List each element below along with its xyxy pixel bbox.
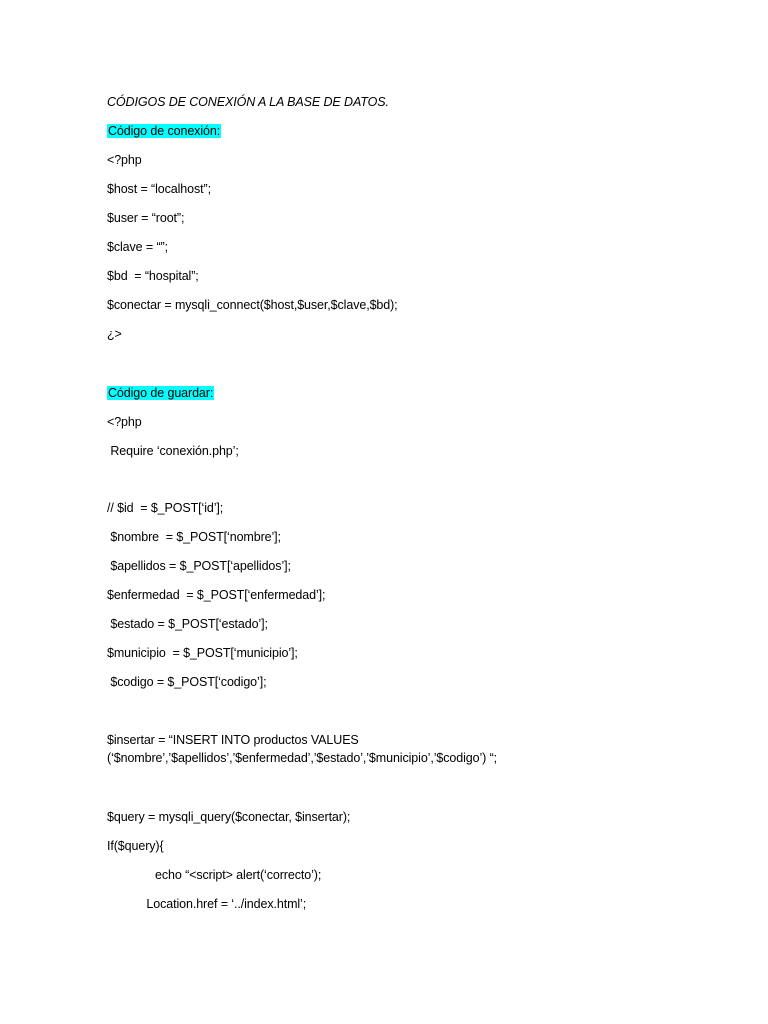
code-line: If($query){ [107, 839, 164, 853]
code-line: $user = “root”; [107, 211, 185, 225]
section-heading-conexion [107, 123, 221, 139]
document-title: CÓDIGOS DE CONEXIÓN A LA BASE DE DATOS. [107, 95, 389, 109]
code-line: (‘$nombre’,’$apellidos’,’$enfermedad’,’$estado’,’$municipio’,’$codigo’) “; [107, 751, 498, 765]
code-line: $conectar = mysqli_connect($host,$user,$clave,$bd); [107, 298, 398, 312]
code-line: $enfermedad = $_POST[‘enfermedad’]; [107, 588, 326, 602]
section-heading-guardar [107, 385, 214, 401]
code-line: $municipio = $_POST[‘municipio’]; [107, 646, 298, 660]
highlighted-heading: Código de guardar: [108, 386, 214, 400]
code-line: $apellidos = $_POST[‘apellidos’]; [107, 559, 291, 573]
code-line: $codigo = $_POST[‘codigo’]; [107, 675, 267, 689]
code-line: $bd = “hospital”; [107, 269, 199, 283]
code-line: ¿> [107, 327, 122, 341]
highlighted-heading: Código de conexión: [108, 124, 221, 138]
code-line: Require ‘conexión.php’; [107, 444, 239, 458]
code-line: // $id = $_POST[‘id’]; [107, 501, 224, 515]
code-line: $estado = $_POST[‘estado’]; [107, 617, 268, 631]
code-line: <?php [107, 153, 142, 167]
code-line: $host = “localhost”; [107, 182, 211, 196]
code-line: $clave = “”; [107, 240, 168, 254]
code-line: Location.href = ‘../index.html’; [143, 897, 307, 911]
code-line: $insertar = “INSERT INTO productos VALUES [107, 733, 359, 747]
code-line: $nombre = $_POST[‘nombre’]; [107, 530, 281, 544]
code-line: echo “<script> alert(‘correcto’); [155, 868, 322, 882]
code-line: <?php [107, 415, 142, 429]
code-line: $query = mysqli_query($conectar, $insertar); [107, 810, 351, 824]
